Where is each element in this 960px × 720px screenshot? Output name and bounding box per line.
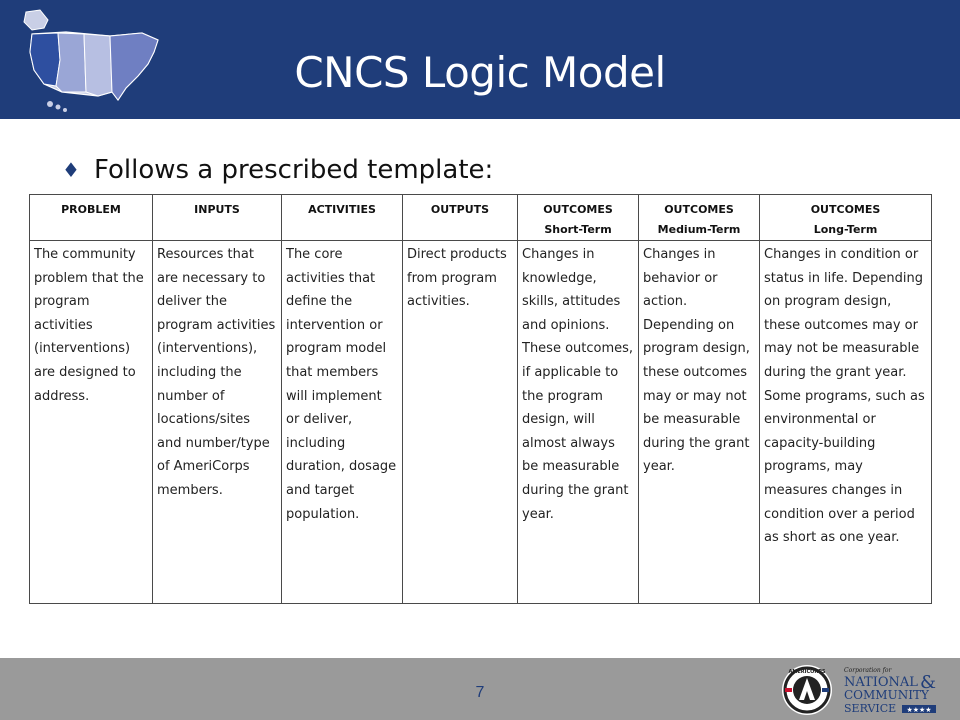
stars-icon: ★★★★ (906, 706, 932, 714)
brand-ampersand: & (920, 672, 937, 693)
header-activities: ACTIVITIES (282, 195, 403, 241)
table-header-row (30, 195, 932, 241)
seal-text: AMERICORPS (788, 669, 826, 675)
header-subtitle: Short-Term (544, 223, 612, 236)
brand-line-2: NATIONAL (844, 675, 918, 690)
diamond-icon: ♦ (62, 158, 80, 182)
logic-model-table (29, 194, 932, 604)
cell-problem: The community problem that the program activities (interventions) are designed to address. (30, 241, 153, 604)
table-row (30, 241, 932, 604)
slide-header (0, 0, 960, 119)
page-number: 7 (475, 684, 485, 701)
brand-line-3: COMMUNITY (844, 688, 929, 702)
cell-outcomes-medium: Changes in behavior or action. Depending on program design, these outcomes may or may not be measurable during the grant year. (639, 241, 760, 604)
slide-title: CNCS Logic Model (294, 48, 666, 97)
header-problem: PROBLEM (30, 195, 153, 241)
cell-inputs: Resources that are necessary to deliver the program activities (interventions), including the number of locations/sites and number/type of AmeriCorps members. (153, 241, 282, 604)
cell-activities: The core activities that define the intervention or program model that members will implement or deliver, including duration, dosage and target population. (282, 241, 403, 604)
header-outcomes-short: OUTCOMES Short-Term (518, 195, 639, 241)
header-inputs: INPUTS (153, 195, 282, 241)
americorps-seal-icon (781, 664, 833, 716)
header-outcomes-long: OUTCOMES Long-Term (760, 195, 932, 241)
cell-outputs: Direct products from program activities. (403, 241, 518, 604)
header-subtitle: Medium-Term (657, 223, 741, 236)
cell-outcomes-long: Changes in condition or status in life. Depending on program design, these outcomes may or may not be measurable during the grant year. Some programs, such as environmental or capacity-building programs, may measures changes in condition over a period as short as one year. (760, 241, 932, 604)
brand-line-1: Corporation for (844, 667, 892, 674)
cncs-wordmark (842, 664, 938, 716)
brand-line-4: SERVICE (844, 702, 897, 715)
header-outputs: OUTPUTS (403, 195, 518, 241)
header-subtitle: Long-Term (813, 223, 878, 236)
bullet-item (62, 150, 493, 190)
cell-outcomes-short: Changes in knowledge, skills, attitudes and opinions. These outcomes, if applicable to the program design, will almost always be measurable during the grant year. (518, 241, 639, 604)
bullet-text: Follows a prescribed template: (93, 155, 494, 185)
header-outcomes-medium: OUTCOMES Medium-Term (639, 195, 760, 241)
